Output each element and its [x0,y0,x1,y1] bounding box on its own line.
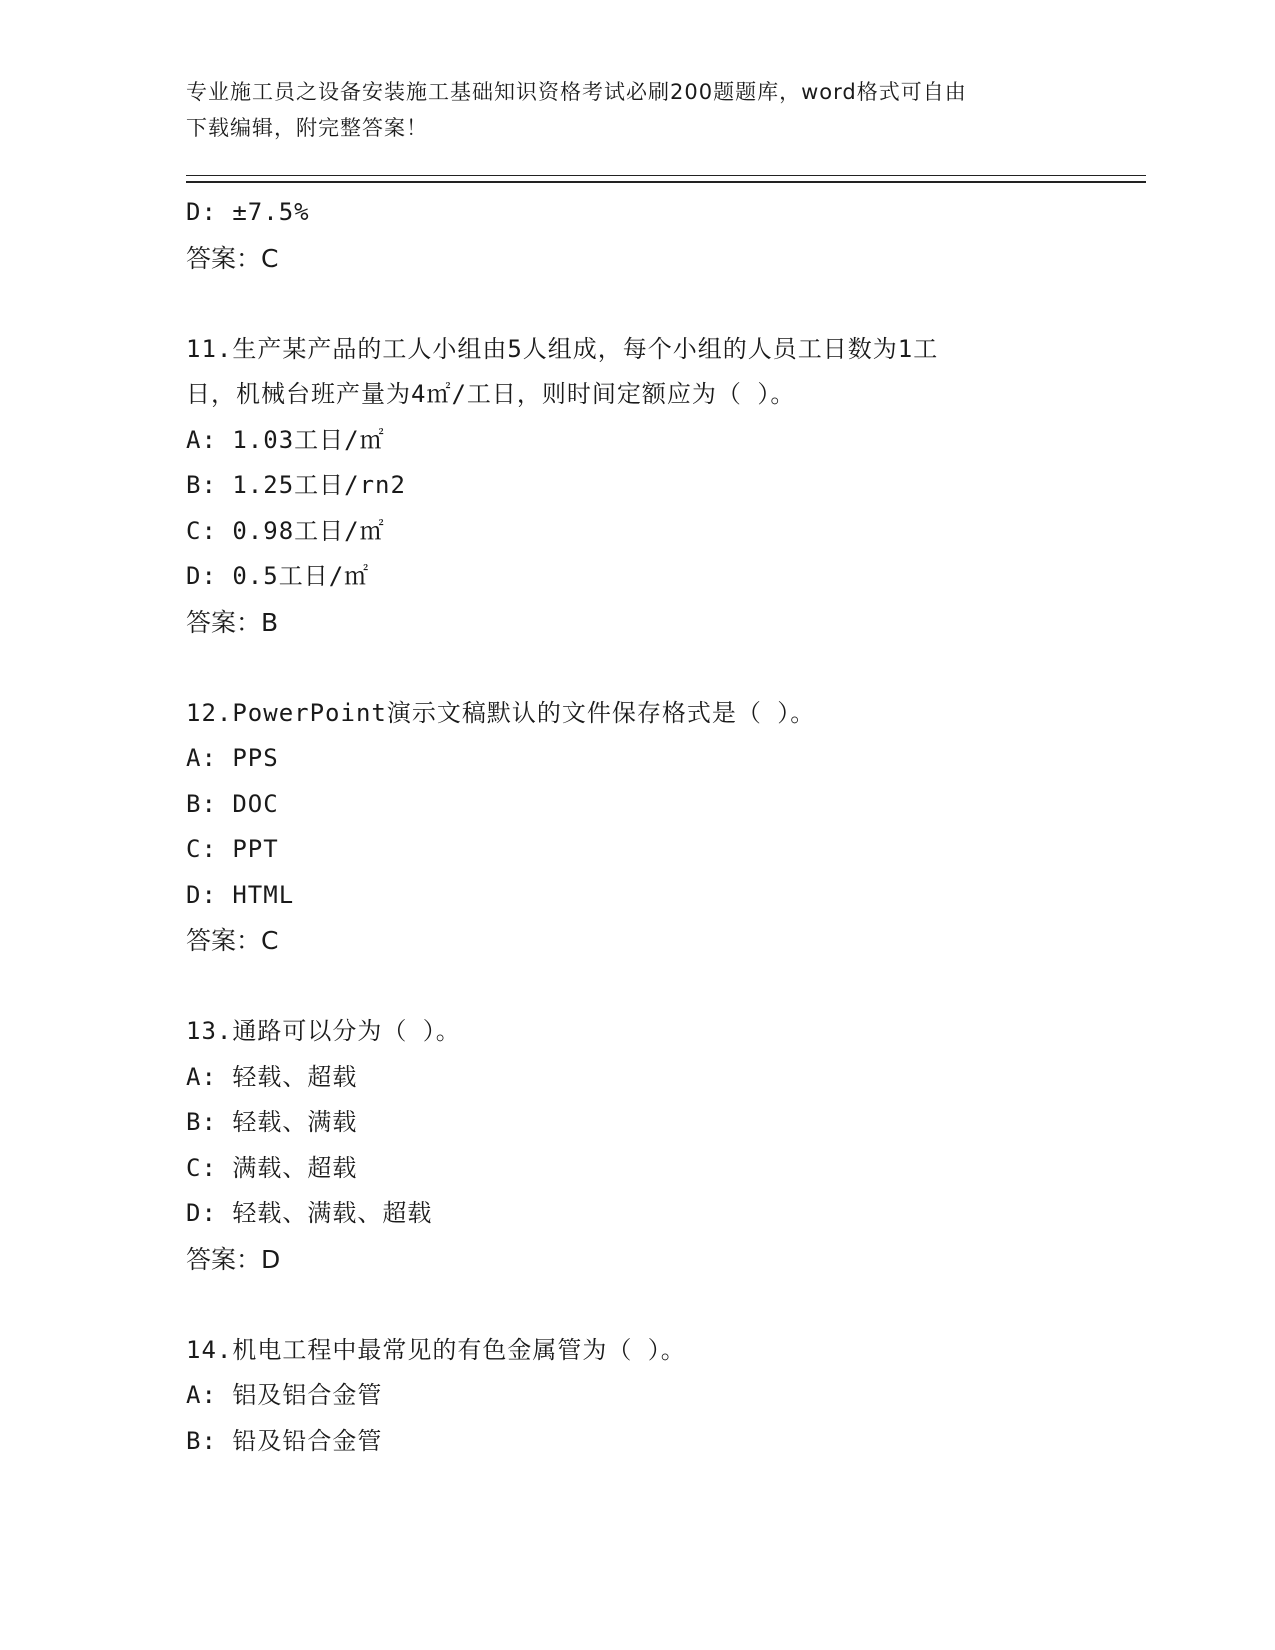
option-b: B: 轻载、满载 [186,1108,358,1136]
question-stem-cont: 日，机械台班产量为4㎡/工日，则时间定额应为（ ）。 [186,380,796,408]
question-14 [186,1328,1086,1465]
option-a: A: 1.03工日/㎡ [186,425,385,454]
question-stem: 13.通路可以分为（ ）。 [186,1017,461,1045]
question-13 [186,1009,1086,1282]
option-d: D: 0.5工日/㎡ [186,562,370,590]
prev-option-d: D: ±7.5% [186,198,310,226]
header-divider-thick [186,181,1146,183]
document-header [186,74,1086,146]
header-line-2: 下载编辑，附完整答案！ [186,116,428,140]
option-a: A: 铝及铝合金管 [186,1381,383,1409]
question-11 [186,327,1086,646]
option-a: A: PPS [186,744,279,772]
question-stem: 14.机电工程中最常见的有色金属管为（ ）。 [186,1335,686,1364]
question-list [186,190,1086,1464]
answer: 答案：C [186,926,279,955]
header-line-1: 专业施工员之设备安装施工基础知识资格考试必刷200题题库，word格式可自由 [186,80,967,104]
answer: 答案：D [186,1244,281,1274]
option-b: B: 铅及铅合金管 [186,1426,383,1455]
question-12 [186,691,1086,964]
answer: 答案：B [186,607,279,637]
spacer [186,964,1086,1010]
spacer [186,645,1086,691]
option-b: B: 1.25工日/rn2 [186,471,406,499]
prev-answer: 答案：C [186,243,279,273]
option-b: B: DOC [186,789,279,818]
spacer [186,1282,1086,1328]
option-a: A: 轻载、超载 [186,1062,358,1091]
option-c: C: PPT [186,835,279,863]
question-stem: 11.生产某产品的工人小组由5人组成，每个小组的人员工日数为1工 [186,334,939,363]
header-divider-thin [186,175,1146,176]
spacer [186,281,1086,327]
option-c: C: 满载、超载 [186,1153,358,1182]
question-stem: 12.PowerPoint演示文稿默认的文件保存格式是（ ）。 [186,698,816,727]
option-c: C: 0.98工日/㎡ [186,516,385,545]
option-d: D: HTML [186,880,295,909]
option-d: D: 轻载、满载、超载 [186,1199,433,1227]
